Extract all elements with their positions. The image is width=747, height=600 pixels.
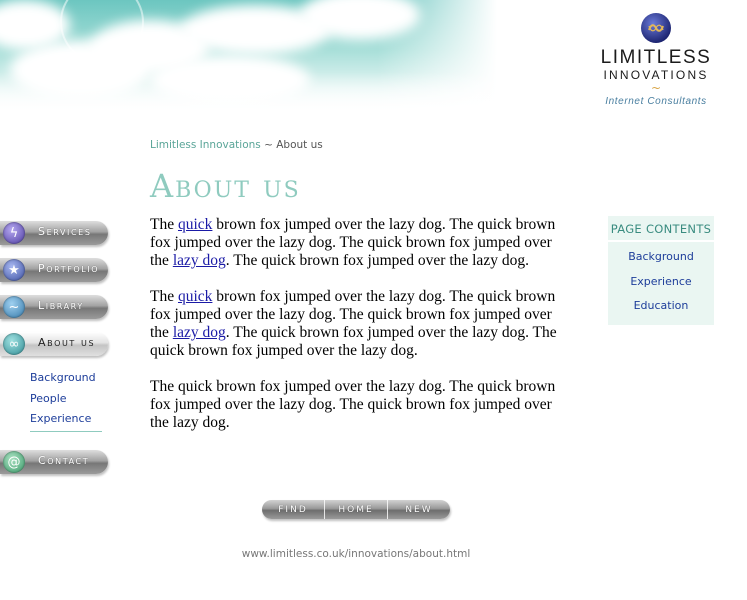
- home-button[interactable]: HOME: [338, 504, 374, 515]
- bottom-nav-bar: [262, 500, 450, 519]
- breadcrumb-separator: ~: [260, 139, 277, 151]
- nav-services-button[interactable]: [0, 221, 108, 245]
- subnav-divider: [30, 431, 102, 432]
- about-subnav: [30, 368, 102, 430]
- find-button[interactable]: FIND: [278, 504, 308, 515]
- quick-link-2[interactable]: quick: [177, 288, 213, 305]
- page-contents-heading: PAGE CONTENTS: [608, 222, 714, 242]
- lazy-dog-link-1[interactable]: lazy dog: [172, 252, 226, 269]
- paragraph-2: The quick brown fox jumped over the lazy dog. The quick brown fox jumped over the lazy dog. The quick brown fox jumped over the lazy dog. The quick brown fox jumped over the lazy dog. The quick brown fox jumped over the lazy dog.: [150, 288, 557, 359]
- tilde-icon: ~: [3, 296, 25, 318]
- nav-contact-label: Contact: [38, 454, 90, 467]
- nav-library-button[interactable]: [0, 295, 108, 319]
- logo-tilde: ~: [650, 81, 662, 95]
- page-contents-experience-link[interactable]: Experience: [630, 274, 692, 288]
- quick-link-1[interactable]: quick: [177, 216, 213, 233]
- at-sign-icon: @: [3, 451, 25, 473]
- nav-portfolio-label: Portfolio: [38, 262, 100, 275]
- paragraph-3: The quick brown fox jumped over the lazy dog. The quick brown fox jumped over the lazy dog. The quick brown fox jumped over the lazy dog.: [150, 378, 556, 431]
- star-icon: ★: [3, 259, 25, 281]
- page-contents-box: [608, 216, 714, 325]
- subnav-experience-link[interactable]: Experience: [30, 412, 92, 425]
- bottom-nav-separator: [324, 500, 325, 519]
- nav-library-label: Library: [38, 299, 84, 312]
- page-title: About us: [150, 167, 301, 205]
- logo-name: LIMITLESS: [600, 47, 712, 68]
- page-contents-education-link[interactable]: Education: [633, 299, 689, 312]
- subnav-background-link[interactable]: Background: [30, 371, 96, 384]
- nav-portfolio-button[interactable]: [0, 258, 108, 282]
- logo-orb-icon: [640, 12, 672, 44]
- nav-services-label: Services: [38, 225, 92, 238]
- lazy-dog-link-2[interactable]: lazy dog: [172, 324, 226, 341]
- breadcrumb: [150, 139, 323, 151]
- breadcrumb-current: About us: [276, 139, 323, 151]
- lightning-icon: ϟ: [3, 222, 25, 244]
- breadcrumb-home-link[interactable]: Limitless Innovations: [150, 139, 261, 151]
- company-logo[interactable]: [596, 12, 716, 107]
- main-content: [150, 216, 562, 450]
- page-contents-background-link[interactable]: Background: [628, 250, 694, 263]
- nav-contact-button[interactable]: [0, 450, 108, 474]
- new-button[interactable]: NEW: [405, 504, 433, 515]
- infinity-icon: ∞: [3, 333, 25, 355]
- bottom-nav-separator: [387, 500, 388, 519]
- subnav-people-link[interactable]: People: [30, 391, 67, 405]
- footer-url: www.limitless.co.uk/innovations/about.html: [241, 548, 471, 560]
- logo-tagline: Internet Consultants: [605, 96, 707, 107]
- nav-about-button[interactable]: [0, 332, 108, 356]
- nav-about-label: About us: [38, 336, 96, 349]
- header-sky-banner: [0, 0, 497, 112]
- paragraph-1: The quick brown fox jumped over the lazy dog. The quick brown fox jumped over the lazy dog. The quick brown fox jumped over the lazy dog. The quick brown fox jumped over the lazy dog.: [150, 216, 556, 269]
- logo-subtitle: INNOVATIONS: [603, 68, 709, 82]
